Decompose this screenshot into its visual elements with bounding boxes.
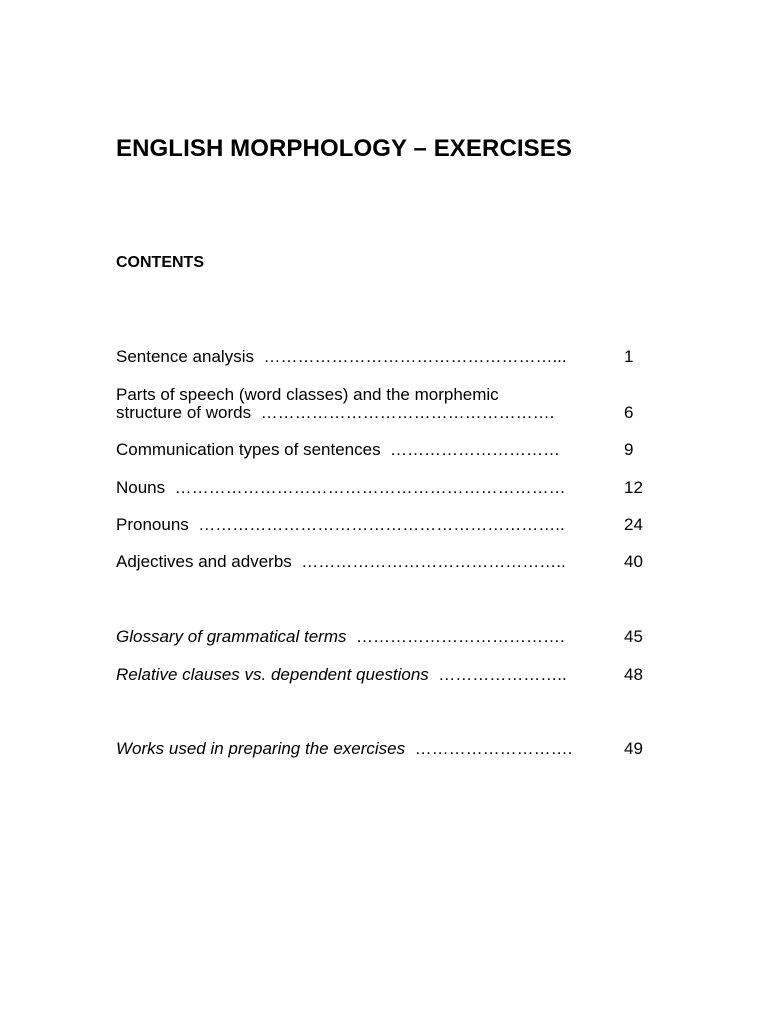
toc-entry-title: Sentence analysis (116, 347, 254, 366)
toc-entry-leader: ……………………………………………………….. (198, 515, 565, 534)
toc-entry-leader: ………………….. (438, 665, 567, 684)
toc-entry-title: Relative clauses vs. dependent questions (116, 665, 429, 684)
toc-entry-title: Works used in preparing the exercises (116, 739, 406, 758)
toc-entry-leader: ……………………………………………... (263, 347, 567, 366)
toc-entry-label-line (116, 628, 592, 646)
toc-entry-leader: ………………………. (414, 739, 573, 758)
document-title: ENGLISH MORPHOLOGY – EXERCISES (116, 135, 572, 162)
toc-entry-label-line (116, 666, 592, 684)
toc-entry-label-line (116, 404, 592, 422)
toc-entry-label-line (116, 553, 592, 571)
toc-entry-communication-types (116, 441, 592, 459)
toc-entry-title-continued: structure of words (116, 403, 252, 422)
toc-entry-works-used (116, 740, 592, 758)
toc-entry-pronouns (116, 516, 592, 534)
toc-entry-glossary (116, 628, 592, 646)
toc-entry-leader: ……………………………………………. (260, 403, 555, 422)
toc-entry-parts-of-speech (116, 386, 592, 422)
toc-entry-page-number: 12 (624, 478, 643, 497)
toc-entry-label-line (116, 348, 592, 366)
toc-entry-leader: ………………………………. (355, 627, 565, 646)
toc-entry-title: Parts of speech (word classes) and the morphemic (116, 385, 499, 404)
toc-entry-leader: …………………………………………………………… (174, 478, 566, 497)
toc-entry-title: Pronouns (116, 515, 189, 534)
toc-entry-page-number: 49 (624, 739, 643, 758)
toc-entry-page-number: 6 (624, 403, 634, 422)
toc-entry-page-number: 9 (624, 440, 634, 459)
toc-entry-label-line (116, 516, 592, 534)
toc-entry-page-number: 1 (624, 347, 634, 366)
toc-entry-sentence-analysis (116, 348, 592, 366)
toc-entry-label-line (116, 740, 592, 758)
toc-entry-label-line (116, 479, 592, 497)
toc-entry-title: Adjectives and adverbs (116, 552, 292, 571)
toc-entry-leader: ………………………… (390, 440, 561, 459)
toc-entry-title: Communication types of sentences (116, 440, 381, 459)
toc-entry-relative-clauses (116, 666, 592, 684)
toc-entry-leader: ……………………………………….. (301, 552, 566, 571)
toc-entry-page-number: 48 (624, 665, 643, 684)
contents-heading: CONTENTS (116, 254, 204, 271)
toc-entry-adjectives-adverbs (116, 553, 592, 571)
toc-entry-label-line (116, 441, 592, 459)
toc-entry-title: Glossary of grammatical terms (116, 627, 347, 646)
toc-entry-page-number: 24 (624, 515, 643, 534)
toc-entry-title: Nouns (116, 478, 166, 497)
toc-entry-page-number: 45 (624, 627, 643, 646)
toc-entry-page-number: 40 (624, 552, 643, 571)
toc-entry-nouns (116, 479, 592, 497)
